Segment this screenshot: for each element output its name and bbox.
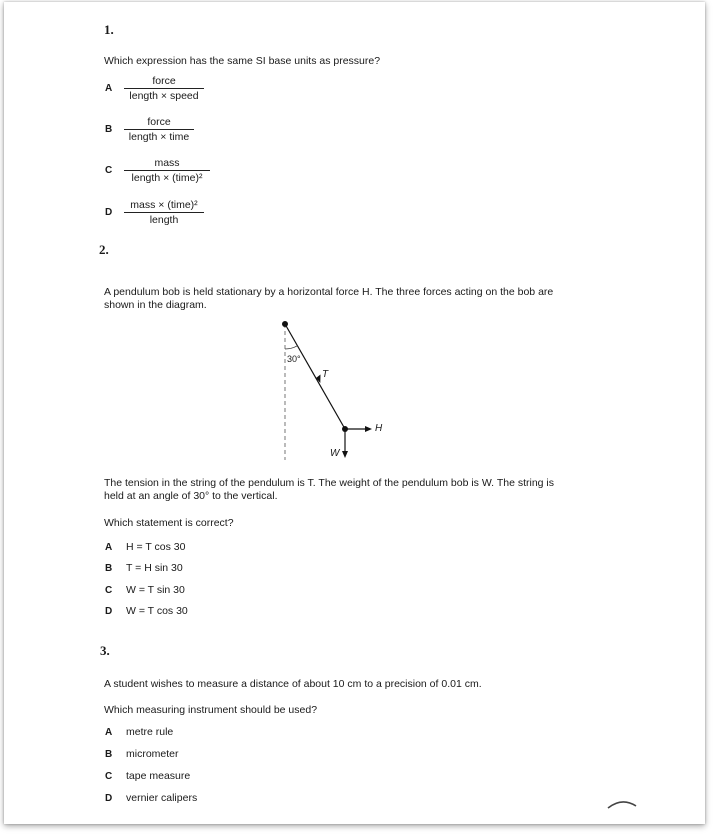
q2-option-b-letter: B — [105, 563, 113, 574]
q2-option-c-text: W = T sin 30 — [126, 584, 185, 596]
page-curl-icon — [604, 797, 640, 811]
pendulum-diagram — [4, 2, 705, 824]
exam-page — [4, 2, 705, 824]
pendulum-string — [285, 324, 345, 429]
question-1-text: Which expression has the same SI base units as pressure? — [104, 55, 381, 67]
q1-option-c-letter: C — [105, 165, 113, 176]
question-2-question: Which statement is correct? — [104, 517, 234, 529]
q2-option-c-letter: C — [105, 585, 113, 596]
q1-option-d-denominator: length — [149, 214, 179, 226]
question-3-question: Which measuring instrument should be used? — [104, 704, 318, 716]
question-2-tension-line-2: held at an angle of 30° to the vertical. — [104, 490, 278, 502]
force-w-label: W — [330, 448, 340, 459]
q1-option-d-letter: D — [105, 207, 113, 218]
q2-option-b-text: T = H sin 30 — [126, 562, 183, 574]
q2-option-a-text: H = T cos 30 — [126, 541, 186, 553]
q1-option-d-numerator: mass × (time)² — [124, 199, 204, 213]
q3-option-a-letter: A — [105, 727, 113, 738]
q2-option-a-letter: A — [105, 542, 113, 553]
angle-arc — [285, 346, 298, 349]
q1-option-b-letter: B — [105, 124, 113, 135]
angle-label: 30° — [287, 354, 301, 364]
q3-option-c-letter: C — [105, 771, 113, 782]
question-2-number: 2. — [99, 242, 109, 257]
question-2-intro-line-2: shown in the diagram. — [104, 299, 207, 311]
q2-option-d-text: W = T cos 30 — [126, 605, 188, 617]
question-3-number: 3. — [100, 643, 110, 658]
question-1-number: 1. — [104, 22, 114, 37]
q1-option-b-numerator: force — [124, 116, 194, 130]
q3-option-b-letter: B — [105, 749, 113, 760]
q1-option-a-letter: A — [105, 83, 113, 94]
question-2-tension-line-1: The tension in the string of the pendulum is T. The weight of the pendulum bob is W. The string is — [104, 477, 555, 489]
force-h-label: H — [375, 423, 383, 434]
question-3-intro: A student wishes to measure a distance of about 10 cm to a precision of 0.01 cm. — [104, 678, 482, 690]
q1-option-b-denominator: length × time — [128, 131, 190, 143]
force-w-arrowhead — [342, 451, 348, 458]
force-h-arrowhead — [365, 426, 372, 432]
q2-option-d-letter: D — [105, 606, 113, 617]
q3-option-b-text: micrometer — [126, 748, 179, 760]
q3-option-d-text: vernier calipers — [126, 792, 198, 804]
q3-option-d-letter: D — [105, 793, 113, 804]
question-2-intro-line-1: A pendulum bob is held stationary by a horizontal force H. The three forces acting on the bob are — [104, 286, 554, 298]
q3-option-c-text: tape measure — [126, 770, 191, 782]
q1-option-a-denominator: length × speed — [129, 90, 199, 102]
q1-option-c-denominator: length × (time)² — [131, 172, 203, 184]
q1-option-a-numerator: force — [124, 75, 204, 89]
tension-label: T — [322, 369, 329, 380]
q1-option-c-numerator: mass — [124, 157, 210, 171]
q3-option-a-text: metre rule — [126, 726, 174, 738]
question-2-tension-text — [104, 477, 624, 503]
